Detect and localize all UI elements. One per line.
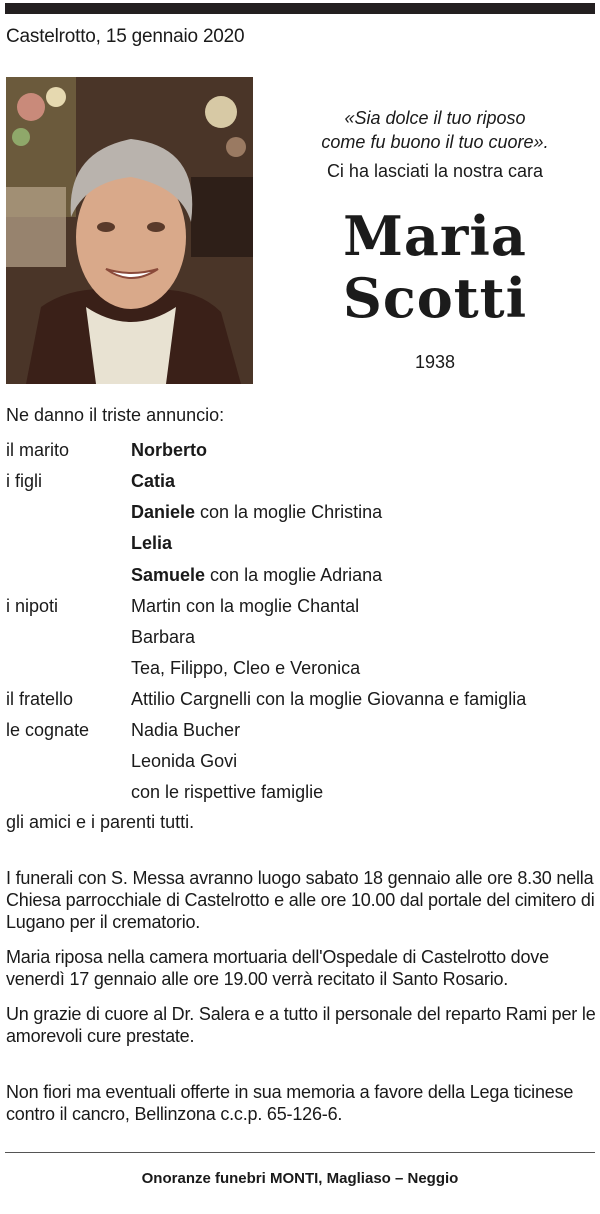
family-name-rest: con la moglie Christina (195, 502, 383, 522)
family-name-bold: Samuele (131, 565, 206, 585)
family-name-rest: con le rispettive famiglie (131, 782, 324, 802)
top-rule (5, 3, 595, 14)
family-name-rest: Leonida Govi (131, 751, 238, 771)
funeral-paragraph: I funerali con S. Messa avranno luogo sabato 18 gennaio alle ore 8.30 nella Chiesa parrocchiale di Castelrotto e alle ore 10.00 dal portale del cimitero di Lugano per il crematorio. (6, 868, 595, 932)
portrait-illustration (6, 77, 253, 384)
family-name-rest: Tea, Filippo, Cleo e Veronica (131, 658, 361, 678)
family-relation: il marito (6, 440, 70, 460)
family-relation: le cognate (6, 720, 90, 740)
family-relation: i nipoti (6, 596, 59, 616)
family-name-bold: Daniele (131, 502, 196, 522)
undertaker-footer: Onoranze funebri MONTI, Magliaso – Neggio (141, 1170, 459, 1187)
family-name-rest: Nadia Bucher (131, 720, 241, 740)
footer-rule (5, 1152, 595, 1153)
family-name-rest: Martin con la moglie Chantal (131, 596, 360, 616)
family-name-bold: Lelia (131, 533, 173, 553)
deceased-last-name: Scotti (342, 266, 528, 330)
announcement-closing: gli amici e i parenti tutti. (6, 812, 195, 832)
intro-text: Ci ha lasciati la nostra cara (326, 161, 544, 181)
family-relation: il fratello (6, 689, 74, 709)
quote-line-1: «Sia dolce il tuo riposo (344, 108, 526, 128)
portrait-photo (6, 77, 253, 384)
birth-year: 1938 (414, 352, 456, 372)
family-name-bold: Catia (131, 471, 176, 491)
deceased-first-name: Maria (343, 204, 527, 268)
family-name-rest: Barbara (131, 627, 196, 647)
announcement-intro: Ne danno il triste annuncio: (6, 405, 225, 425)
thanks-paragraph: Un grazie di cuore al Dr. Salera e a tutto il personale del reparto Rami per le amorevoli cure prestate. (6, 1004, 596, 1046)
family-name-rest: con la moglie Adriana (205, 565, 383, 585)
family-name-bold: Norberto (131, 440, 207, 460)
quote-line-2: come fu buono il tuo cuore». (321, 132, 549, 152)
donations-paragraph: Non fiori ma eventuali offerte in sua memoria a favore della Lega ticinese contro il cancro, Bellinzona c.c.p. 65-126-6. (6, 1082, 574, 1124)
place-date: Castelrotto, 15 gennaio 2020 (6, 26, 245, 47)
rosary-paragraph: Maria riposa nella camera mortuaria dell'Ospedale di Castelrotto dove venerdì 17 gennaio alle ore 19.00 verrà recitato il Santo Rosario. (6, 947, 549, 989)
family-name-rest: Attilio Cargnelli con la moglie Giovanna e famiglia (131, 689, 527, 709)
family-relation: i figli (6, 471, 43, 491)
